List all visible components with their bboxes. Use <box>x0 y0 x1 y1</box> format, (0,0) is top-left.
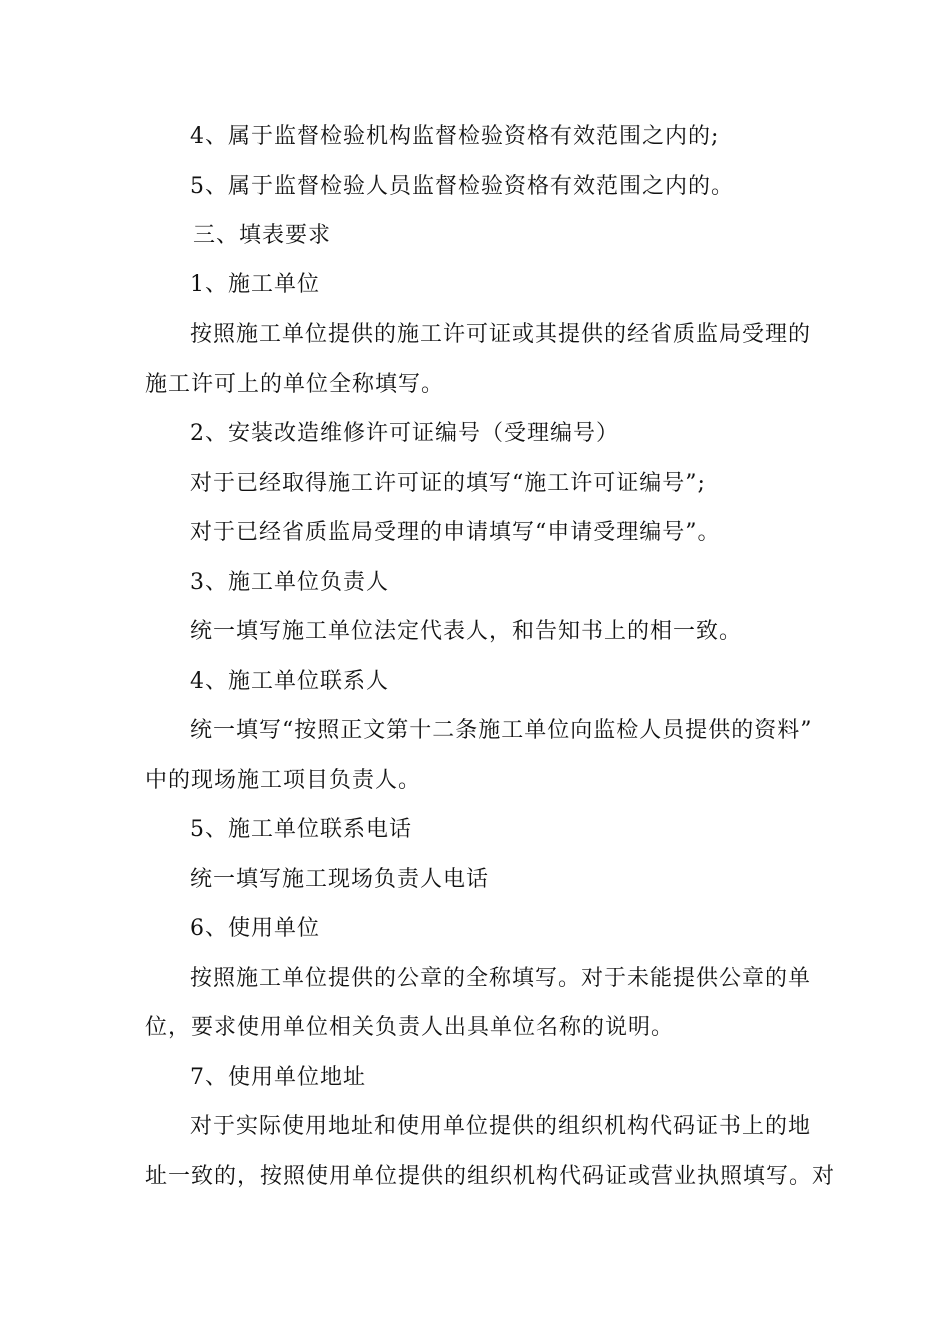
subheading-user-unit: 6、使用单位 <box>190 916 320 941</box>
subheading-construction-unit: 1、施工单位 <box>190 272 320 297</box>
paragraph-unit-contact-person-line-2: 中的现场施工项目负责人。 <box>145 768 422 793</box>
paragraph-user-unit-address-line-2: 址一致的，按照使用单位提供的组织机构代码证或营业执照填写。对 <box>145 1164 836 1189</box>
paragraph-user-unit-address-line-1: 对于实际使用地址和使用单位提供的组织机构代码证书上的地 <box>190 1114 812 1139</box>
paragraph-user-unit-line-2: 位，要求使用单位相关负责人出具单位名称的说明。 <box>145 1015 675 1040</box>
paragraph-construction-unit-line-2: 施工许可上的单位全称填写。 <box>145 372 445 397</box>
paragraph-license-number-line-2: 对于已经省质监局受理的申请填写“申请受理编号”。 <box>190 520 721 545</box>
paragraph-license-number-line-1: 对于已经取得施工许可证的填写“施工许可证编号”; <box>190 471 706 496</box>
item-4-scope-institution: 4、属于监督检验机构监督检验资格有效范围之内的; <box>190 124 720 149</box>
paragraph-unit-responsible-person: 统一填写施工单位法定代表人，和告知书上的相一致。 <box>190 619 743 644</box>
subheading-unit-contact-person: 4、施工单位联系人 <box>190 669 389 694</box>
paragraph-unit-contact-person-line-1: 统一填写“按照正文第十二条施工单位向监检人员提供的资料” <box>190 718 813 743</box>
subheading-unit-responsible-person: 3、施工单位负责人 <box>190 570 389 595</box>
section-heading-form-requirements: 三、填表要求 <box>193 223 332 248</box>
subheading-user-unit-address: 7、使用单位地址 <box>190 1065 366 1090</box>
paragraph-user-unit-line-1: 按照施工单位提供的公章的全称填写。对于未能提供公章的单 <box>190 966 812 991</box>
subheading-license-number: 2、安装改造维修许可证编号（受理编号） <box>190 421 619 446</box>
item-5-scope-personnel: 5、属于监督检验人员监督检验资格有效范围之内的。 <box>190 174 734 199</box>
paragraph-unit-contact-phone: 统一填写施工现场负责人电话 <box>190 867 490 892</box>
paragraph-construction-unit-line-1: 按照施工单位提供的施工许可证或其提供的经省质监局受理的 <box>190 322 812 347</box>
subheading-unit-contact-phone: 5、施工单位联系电话 <box>190 817 412 842</box>
